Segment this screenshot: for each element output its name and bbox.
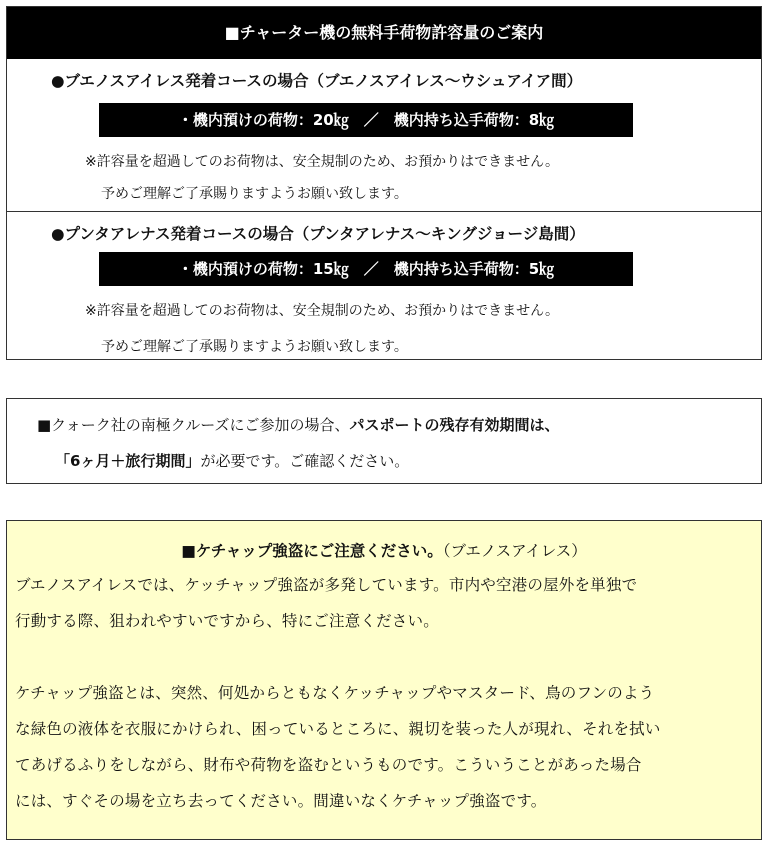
course-punta-arenas — [7, 211, 761, 361]
allowance-bar: ・機内預けの荷物：15㎏ ／ 機内持ち込手荷物：5㎏ — [99, 252, 633, 286]
course-note-limit: ※許容量を超過してのお荷物は、安全規制のため、お預かりはできません。 — [85, 303, 560, 319]
passport-line-2 — [55, 450, 409, 471]
course-buenos-aires — [7, 59, 761, 211]
passport-line-2-emphasis: 「6ヶ月＋旅行期間」 — [55, 452, 201, 470]
ketchup-warning-section — [6, 520, 762, 840]
course-note-request: 予めご理解ご了承賜りますようお願い致します。 — [101, 339, 408, 355]
ketchup-text-line: には、すぐその場を立ち去ってください。間違いなくケチャップ強盗です。 — [15, 792, 547, 810]
ketchup-text-line: な緑色の液体を衣服にかけられ、困っているところに、親切を装った人が現れ、それを拭い — [15, 720, 661, 738]
passport-line-2-suffix: が必要です。ご確認ください。 — [200, 452, 410, 470]
ketchup-text-line: 行動する際、狙われやすいですから、特にご注意ください。 — [15, 612, 439, 630]
passport-line-1 — [37, 414, 560, 435]
passport-notice-section — [6, 398, 762, 484]
allowance-bar: ・機内預けの荷物：20㎏ ／ 機内持ち込手荷物：8㎏ — [99, 103, 633, 137]
ketchup-text-line: てあげるふりをしながら、財布や荷物を盗むというものです。こういうことがあった場合 — [15, 756, 642, 774]
baggage-section-title: ■チャーター機の無料手荷物許容量のご案内 — [7, 7, 761, 59]
ketchup-title-location: （ブエノスアイレス） — [442, 542, 587, 560]
passport-line-1-prefix: ■クォーク社の南極クルーズにご参加の場合、 — [37, 416, 350, 434]
ketchup-text-line: ケチャップ強盗とは、突然、何処からともなくケッチャップやマスタード、鳥のフンのよう — [15, 684, 655, 702]
course-heading: ●ブエノスアイレス発着コースの場合（ブエノスアイレス～ウシュアイア間） — [51, 72, 583, 90]
ketchup-text-line: ブエノスアイレスでは、ケッチャップ強盗が多発しています。市内や空港の屋外を単独で — [15, 576, 638, 594]
course-heading: ●プンタアレナス発着コースの場合（プンタアレナス～キングジョージ島間） — [51, 225, 585, 243]
ketchup-warning-title — [7, 539, 761, 561]
baggage-allowance-section — [6, 6, 762, 360]
course-note-limit: ※許容量を超過してのお荷物は、安全規制のため、お預かりはできません。 — [85, 154, 560, 170]
passport-line-1-emphasis: パスポートの残存有効期間は、 — [349, 416, 560, 434]
course-note-request: 予めご理解ご了承賜りますようお願い致します。 — [101, 186, 408, 202]
ketchup-title-emphasis: ■ケチャップ強盗にご注意ください。 — [181, 542, 443, 560]
